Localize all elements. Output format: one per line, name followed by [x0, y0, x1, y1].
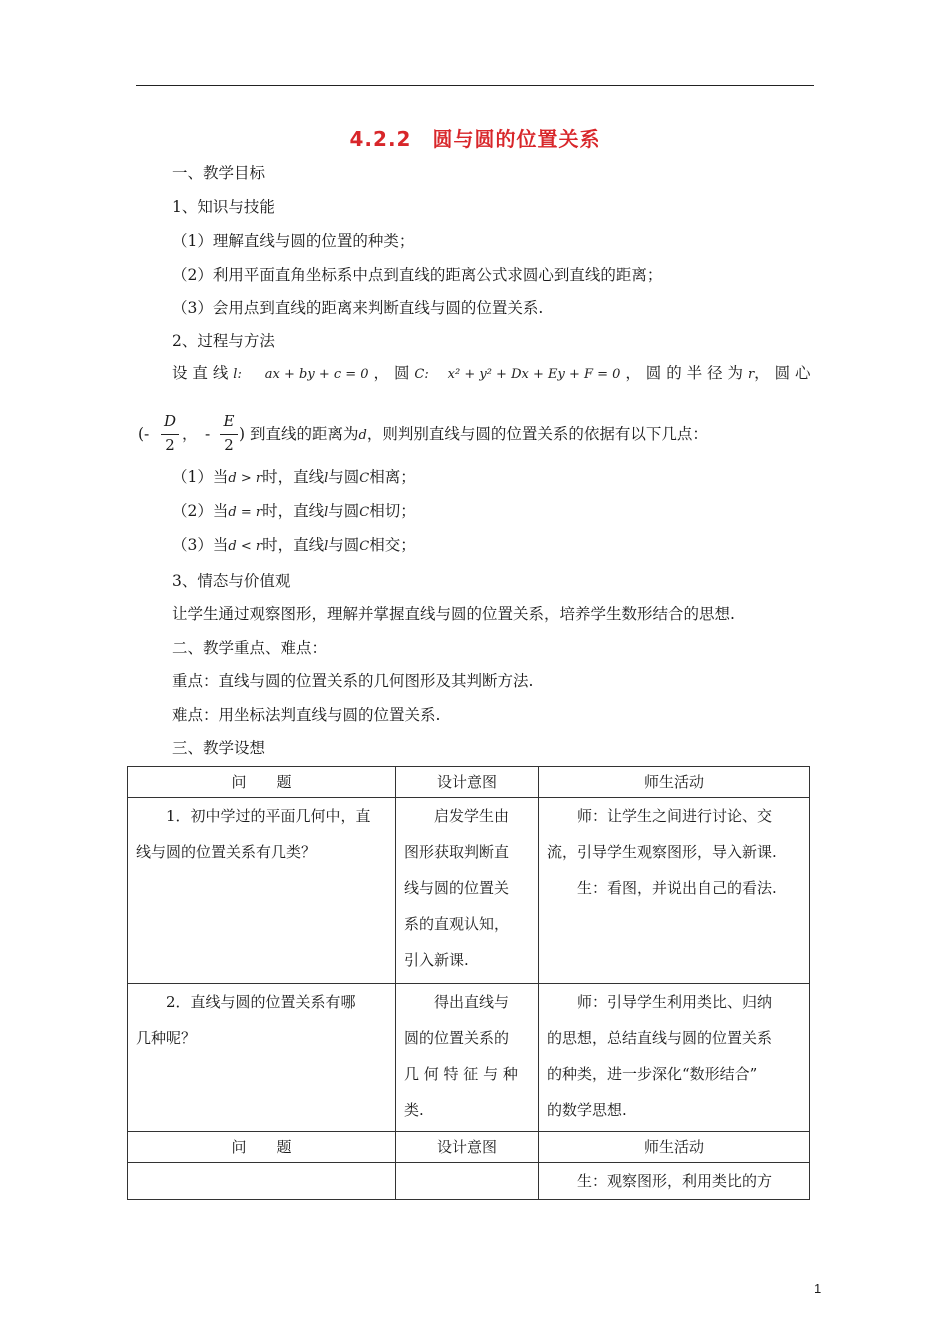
- math-l: l: [324, 505, 329, 520]
- cell-line: 生：观察图形，利用类比的方: [577, 1172, 773, 1190]
- case-condition: d < r: [228, 539, 263, 554]
- cell-line: 的思想，总结直线与圆的位置关系: [547, 1029, 773, 1047]
- activity-cell: [539, 798, 810, 984]
- page-number: 1: [814, 1281, 822, 1296]
- cell-line: 圆的位置关系的: [404, 1029, 510, 1047]
- center-minus: -: [205, 425, 211, 443]
- frac-E-denominator: 2: [224, 436, 234, 454]
- cell-line: 师：引导学生利用类比、归纳: [577, 993, 773, 1011]
- case-condition: d > r: [228, 471, 263, 486]
- center-rest: [239, 423, 708, 447]
- center-text: ，则判别直线与圆的位置关系的依据有以下几点：: [366, 425, 708, 443]
- math-l: l: [324, 471, 329, 486]
- colon: :: [237, 367, 242, 382]
- frac-D-numerator: D: [163, 412, 177, 430]
- intent-cell: [396, 984, 539, 1132]
- cell-line: 线与圆的位置关系有几类？: [136, 843, 317, 861]
- table-row: [128, 1163, 810, 1200]
- difficult-point: 难点：用坐标法判直线与圆的位置关系.: [172, 706, 441, 724]
- intent-cell: [396, 1163, 539, 1200]
- cell-line: 图形获取判断直: [404, 843, 510, 861]
- case-1: [172, 466, 416, 490]
- cell-line: 系的直观认知，: [404, 915, 510, 933]
- case-text: 相交；: [369, 536, 416, 554]
- cell-line: 生：看图，并说出自己的看法.: [577, 879, 777, 897]
- math-C: C: [359, 539, 370, 554]
- case-text: 时，直线: [262, 502, 325, 520]
- case-3: [172, 534, 416, 558]
- setup-text: ， 圆 的 半 径 为: [625, 364, 744, 382]
- case-text: 时，直线: [262, 536, 325, 554]
- cell-line: 的数学思想.: [547, 1101, 627, 1119]
- objective-item-3: （3）会用点到直线的距离来判断直线与圆的位置关系.: [172, 299, 544, 317]
- intent-cell: [396, 798, 539, 984]
- table-header-row-repeat: [128, 1132, 810, 1163]
- header-intent: 设计意图: [396, 1132, 539, 1163]
- case-text: 时，直线: [262, 468, 325, 486]
- cell-line: 引入新课.: [404, 951, 469, 969]
- objective-item-2: （2）利用平面直角坐标系中点到直线的距离公式求圆心到直线的距离；: [172, 266, 663, 284]
- question-cell: [128, 984, 396, 1132]
- table-row: [128, 798, 810, 984]
- activity-cell: [539, 984, 810, 1132]
- cell-line: 流，引导学生观察图形，导入新课.: [547, 843, 777, 861]
- math-r: r: [747, 367, 755, 382]
- case-text: （1）当: [172, 468, 229, 486]
- page-title: 4.2.2 圆与圆的位置关系: [349, 127, 601, 151]
- math-d: d: [358, 428, 367, 443]
- values-text: 让学生通过观察图形，理解并掌握直线与圆的位置关系，培养学生数形结合的思想.: [172, 605, 735, 623]
- setup-text: ， 圆: [373, 364, 410, 382]
- cell-line: 得出直线与: [434, 993, 510, 1011]
- section-heading-objectives: 一、教学目标: [172, 164, 266, 182]
- header-intent: 设计意图: [396, 767, 539, 798]
- case-text: 相离；: [369, 468, 416, 486]
- case-text: 与圆: [328, 536, 360, 554]
- setup-line: [172, 362, 812, 386]
- header-question: 问 题: [128, 1132, 396, 1163]
- math-C: C: [359, 471, 370, 486]
- fraction-bar: [220, 434, 238, 435]
- case-text: 相切；: [369, 502, 416, 520]
- case-2: [172, 500, 416, 524]
- header-activity: 师生活动: [539, 767, 810, 798]
- section-heading-key-points: 二、教学重点、难点：: [172, 639, 328, 657]
- case-text: 与圆: [328, 502, 360, 520]
- center-text: ) 到直线的距离为: [239, 425, 359, 443]
- setup-text: 设 直 线: [172, 364, 229, 382]
- case-condition: d = r: [228, 505, 263, 520]
- fraction-bar: [161, 434, 179, 435]
- frac-D-denominator: 2: [165, 436, 175, 454]
- header-activity: 师生活动: [539, 1132, 810, 1163]
- math-C: C: [359, 505, 370, 520]
- table-header-row: [128, 767, 810, 798]
- colon: :: [424, 367, 429, 382]
- cell-line: 的种类，进一步深化“数形结合”: [547, 1065, 758, 1083]
- cell-line: 启发学生由: [434, 807, 510, 825]
- objective-item-1: （1）理解直线与圆的位置的种类；: [172, 232, 415, 250]
- cell-line: 类.: [404, 1101, 424, 1119]
- section-heading-design: 三、教学设想: [172, 739, 266, 757]
- cell-line: 2．直线与圆的位置关系有哪: [166, 993, 356, 1011]
- key-point: 重点：直线与圆的位置关系的几何图形及其判断方法.: [172, 672, 534, 690]
- math-l: l: [324, 539, 329, 554]
- teaching-plan-table: [127, 766, 810, 1200]
- header-rule: [136, 85, 814, 86]
- activity-cell: [539, 1163, 810, 1200]
- case-text: （2）当: [172, 502, 229, 520]
- setup-text: ， 圆 心: [754, 364, 811, 382]
- header-question: 问 题: [128, 767, 396, 798]
- question-cell: [128, 798, 396, 984]
- case-text: （3）当: [172, 536, 229, 554]
- cell-line: 几种呢？: [136, 1029, 197, 1047]
- subsection-process: 2、过程与方法: [172, 332, 275, 350]
- line-equation: ax + by + c = 0: [264, 367, 369, 382]
- center-comma: ，: [182, 425, 198, 443]
- table-row: [128, 984, 810, 1132]
- cell-line: 线与圆的位置关: [404, 879, 510, 897]
- question-cell: [128, 1163, 396, 1200]
- math-C: C: [414, 367, 425, 382]
- subsection-knowledge: 1、知识与技能: [172, 198, 275, 216]
- case-text: 与圆: [328, 468, 360, 486]
- cell-line: 1．初中学过的平面几何中，直: [166, 807, 371, 825]
- center-open: (-: [138, 425, 150, 443]
- cell-line: 师：让学生之间进行讨论、交: [577, 807, 773, 825]
- subsection-values: 3、情态与价值观: [172, 572, 291, 590]
- circle-equation: x² + y² + Dx + Ey + F = 0: [447, 367, 621, 382]
- math-l: l: [233, 367, 238, 382]
- cell-line: 几 何 特 征 与 种: [404, 1065, 518, 1083]
- frac-E-numerator: E: [223, 412, 235, 430]
